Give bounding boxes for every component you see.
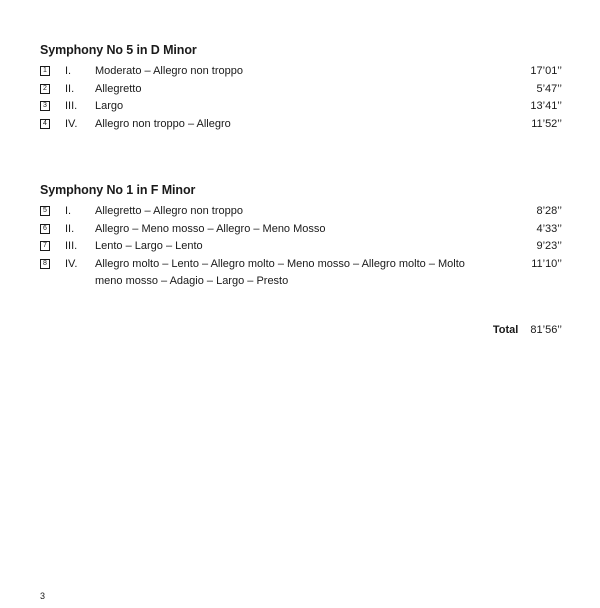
track-row: [40, 238, 562, 256]
work-title: Symphony No 1 in F Minor: [40, 183, 196, 197]
movement-number: III.: [65, 100, 78, 112]
movement-number: I.: [65, 65, 72, 77]
work-symphony-1: [40, 182, 562, 291]
movement-title: Allegro non troppo – Allegro: [95, 117, 231, 130]
track-number-box: 1: [40, 66, 50, 76]
track-row: [40, 116, 562, 134]
track-duration: 8’28’’: [536, 205, 562, 217]
movement-number: II.: [65, 82, 75, 95]
movement-number: I.: [65, 205, 72, 217]
track-number-box: 2: [40, 84, 50, 94]
movement-title: Allegro – Meno mosso – Allegro – Meno Mosso: [95, 222, 326, 235]
movement-number: III.: [65, 240, 78, 252]
track-duration: 13’41’’: [530, 100, 562, 112]
track-duration: 11’52’’: [531, 117, 562, 130]
track-row: [40, 203, 562, 221]
track-row: [40, 221, 562, 239]
movement-title: Largo: [95, 100, 124, 112]
track-number-box: 5: [40, 206, 50, 216]
movement-title: Allegretto: [95, 82, 142, 95]
track-duration: 11’10’’: [531, 257, 562, 270]
movement-title: Allegretto – Allegro non troppo: [95, 205, 243, 217]
track-number-box: 8: [40, 259, 50, 269]
movement-title: Allegro molto – Lento – Allegro molto – Meno mosso – Allegro molto – Molto meno mosso – Adagio – Largo – Presto: [95, 257, 465, 287]
movement-title: Lento – Largo – Lento: [95, 240, 203, 252]
track-row: [40, 81, 562, 99]
track-row: [40, 256, 562, 291]
track-duration: 9’23’’: [536, 240, 562, 252]
total-label: Total: [492, 324, 519, 336]
movement-number: IV.: [65, 257, 78, 270]
page-number: 3: [40, 591, 46, 601]
total-duration: 81’56’’: [530, 324, 562, 336]
work-symphony-5: [40, 42, 562, 133]
track-duration: 17’01’’: [530, 65, 562, 77]
track-row: [40, 63, 562, 81]
movement-title: Moderato – Allegro non troppo: [95, 65, 243, 77]
track-duration: 5’47’’: [536, 82, 562, 95]
track-duration: 4’33’’: [536, 222, 562, 235]
track-number-box: 4: [40, 119, 50, 129]
track-row: [40, 98, 562, 116]
movement-number: IV.: [65, 117, 78, 130]
work-title: Symphony No 5 in D Minor: [40, 43, 197, 57]
track-number-box: 7: [40, 241, 50, 251]
movement-number: II.: [65, 222, 75, 235]
track-number-box: 3: [40, 101, 50, 111]
track-number-box: 6: [40, 224, 50, 234]
total-row: [493, 322, 562, 339]
